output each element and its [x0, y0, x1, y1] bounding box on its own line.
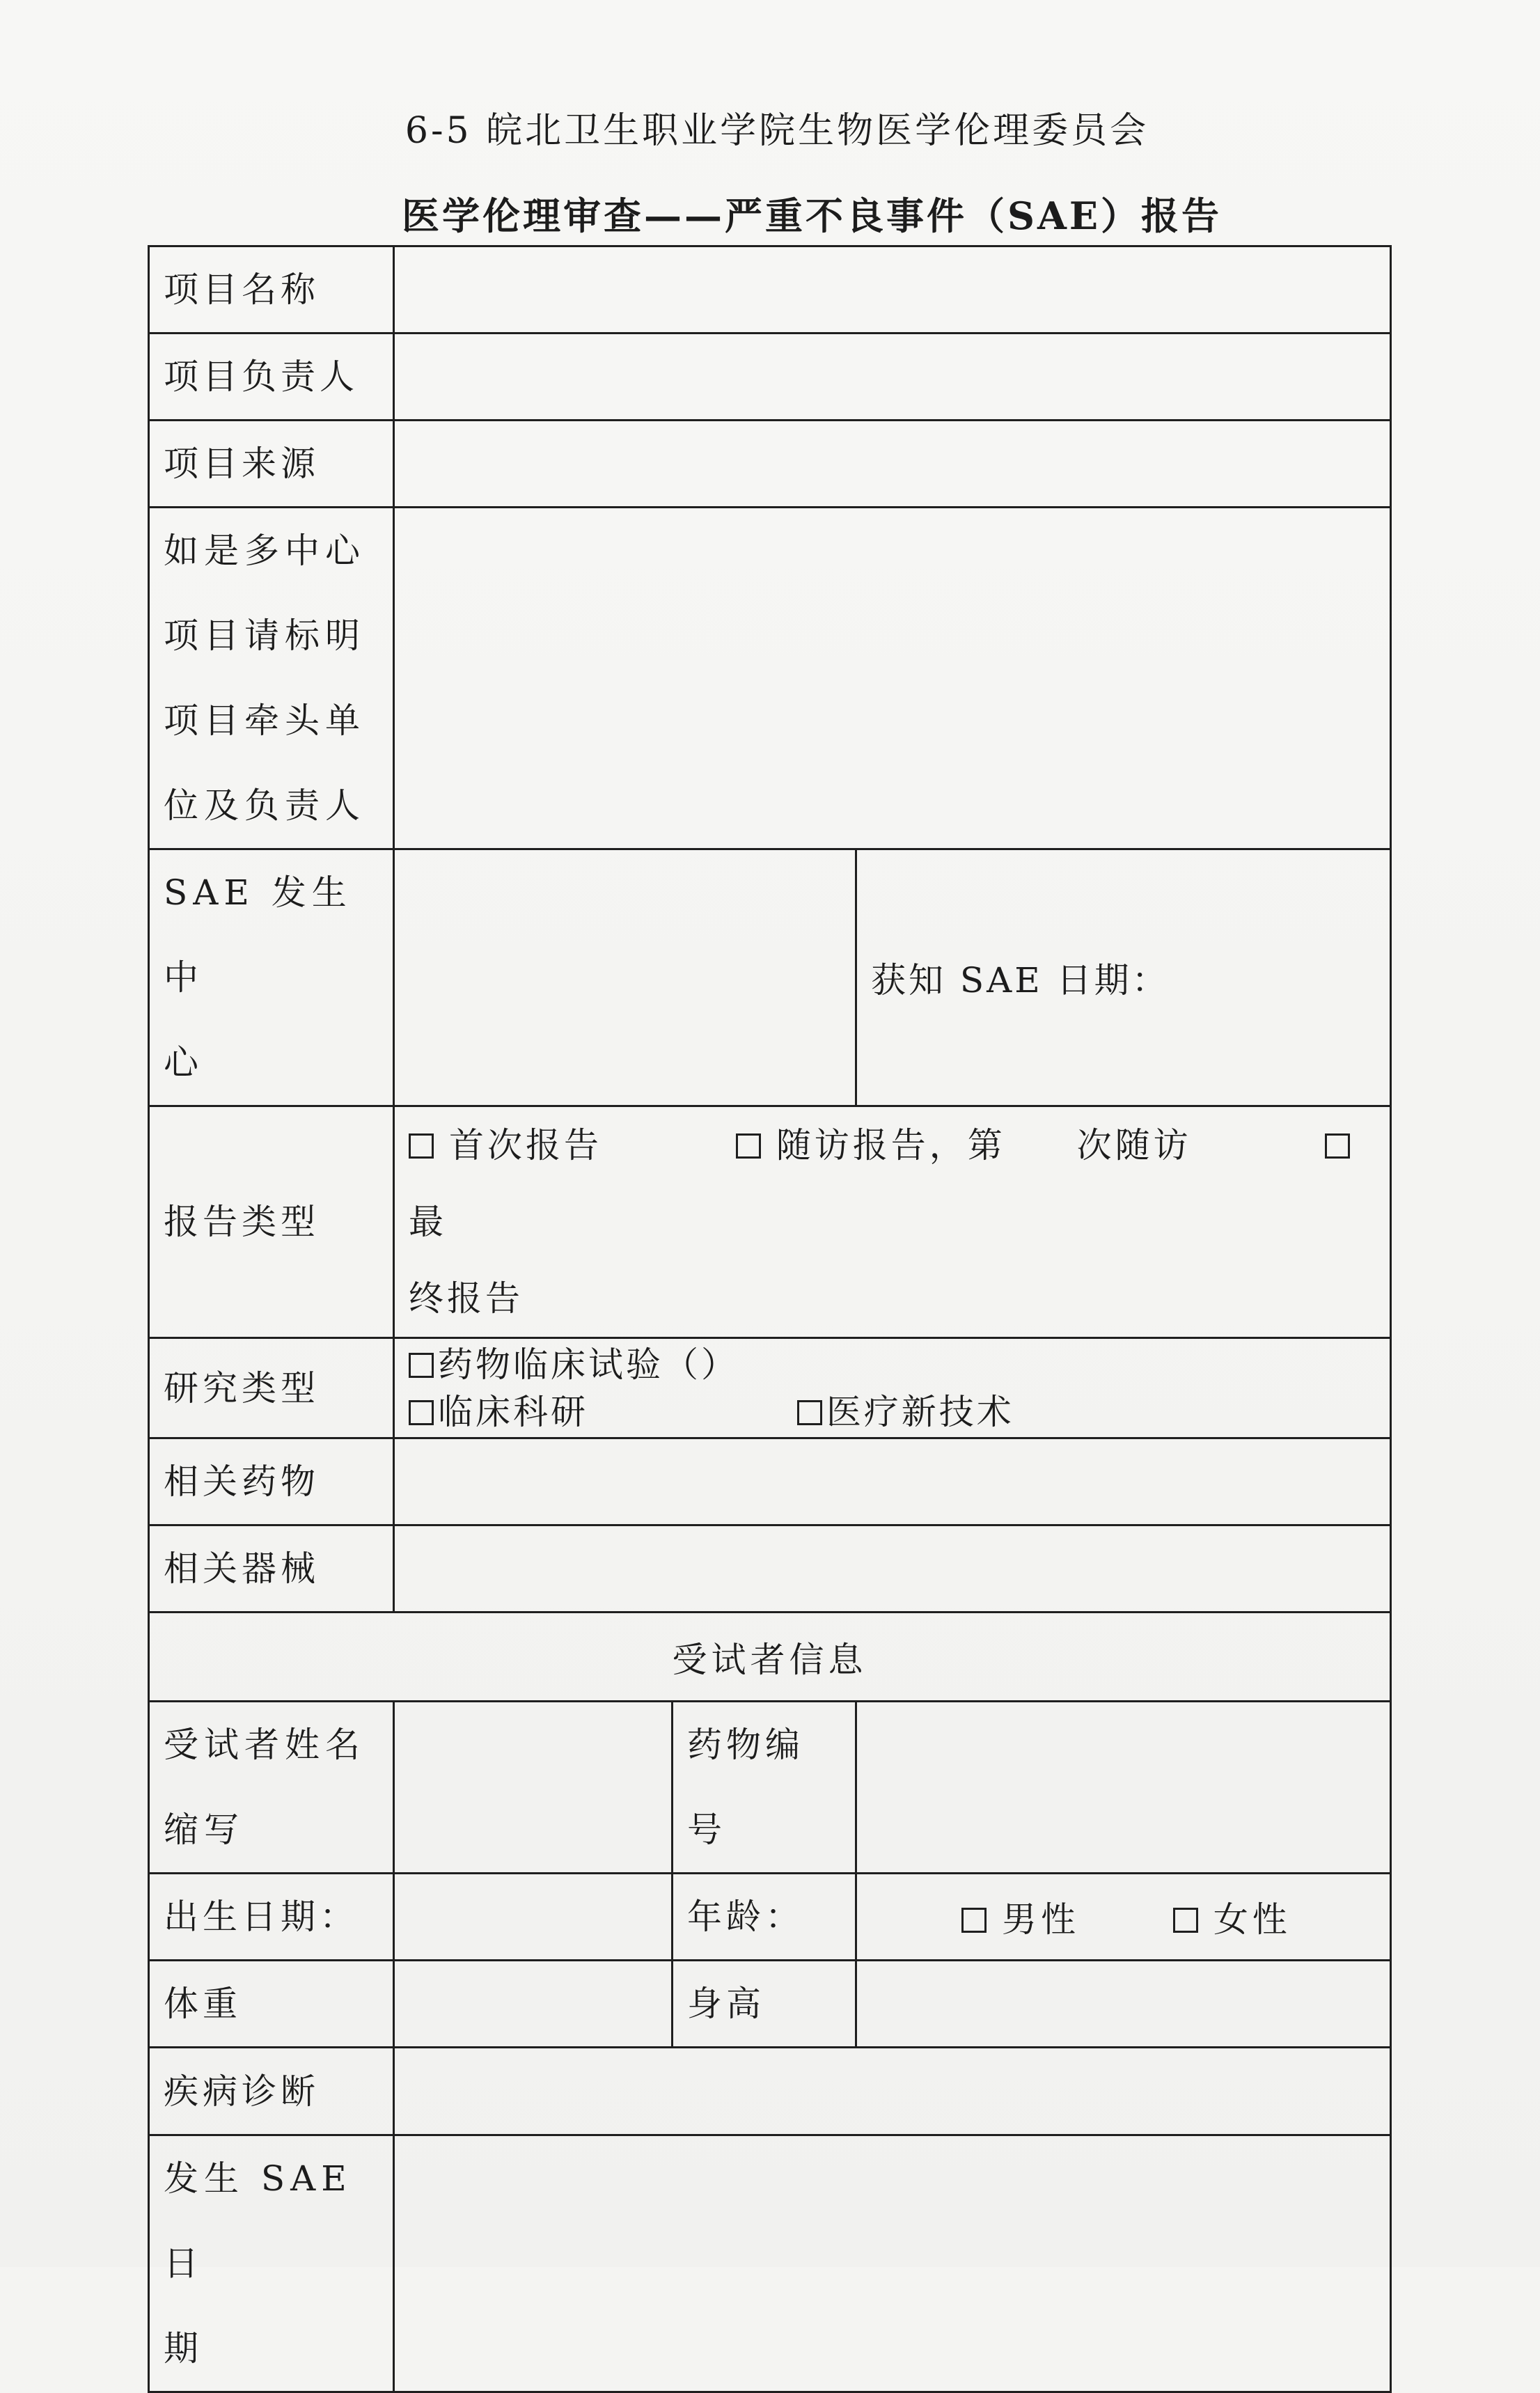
project-lead-field[interactable] — [394, 334, 1391, 421]
sex-options — [856, 1874, 1391, 1961]
sae-center-label-line: 心 — [164, 1042, 204, 1083]
first-report-checkbox[interactable] — [409, 1133, 434, 1159]
sae-date-label-line: 发生 SAE 日 — [164, 2158, 352, 2284]
weight-field[interactable] — [394, 1961, 673, 2048]
subject-initials-label-line: 受试者姓名 — [164, 1725, 366, 1765]
birth-date-label: 出生日期： — [149, 1874, 394, 1961]
weight-label: 体重 — [149, 1961, 394, 2048]
diagnosis-field[interactable] — [394, 2048, 1391, 2135]
female-option: 女性 — [1213, 1899, 1291, 1940]
drug-number-field[interactable] — [856, 1702, 1391, 1874]
related-drug-label: 相关药物 — [149, 1438, 394, 1525]
male-checkbox[interactable] — [961, 1908, 987, 1933]
subject-initials-field[interactable] — [394, 1702, 673, 1874]
final-report-option-part1: 最 — [409, 1202, 447, 1242]
subject-info-header: 受试者信息 — [149, 1613, 1391, 1702]
related-device-field[interactable] — [394, 1525, 1391, 1613]
sae-date-field[interactable] — [394, 2135, 1391, 2392]
sae-report-table — [148, 245, 1392, 2393]
subject-initials-label-line: 缩写 — [164, 1810, 244, 1850]
multicenter-label-line: 项目牵头单 — [164, 700, 366, 741]
sae-center-label-line: SAE 发生中 — [164, 872, 352, 998]
sae-center-field[interactable] — [394, 849, 856, 1106]
institution-title: 6-5 皖北卫生职业学院生物医学伦理委员会 — [404, 110, 1149, 152]
subject-initials-label — [149, 1702, 394, 1874]
female-checkbox[interactable] — [1173, 1908, 1198, 1933]
study-type-label: 研究类型 — [149, 1338, 394, 1438]
multicenter-label-line: 位及负责人 — [164, 785, 366, 826]
sae-known-date-label[interactable]: 获知 SAE 日期： — [856, 849, 1391, 1106]
project-lead-label: 项目负责人 — [149, 334, 394, 421]
clinical-research-checkbox[interactable] — [409, 1400, 434, 1425]
followup-report-prefix: 随访报告，第 — [776, 1125, 1006, 1166]
report-type-options — [394, 1106, 1391, 1338]
multicenter-label-line: 如是多中心 — [164, 531, 366, 571]
diagnosis-label: 疾病诊断 — [149, 2048, 394, 2135]
drug-trial-checkbox[interactable] — [409, 1353, 434, 1378]
first-report-option: 首次报告 — [449, 1125, 602, 1166]
related-drug-field[interactable] — [394, 1438, 1391, 1525]
related-device-label: 相关器械 — [149, 1525, 394, 1613]
form-title: 医学伦理审查——严重不良事件（SAE）报告 — [401, 194, 1223, 238]
sae-center-label — [149, 849, 394, 1106]
final-report-checkbox[interactable] — [1325, 1133, 1350, 1159]
multicenter-label — [149, 508, 394, 849]
male-option: 男性 — [1002, 1899, 1080, 1940]
study-type-options — [394, 1338, 1391, 1438]
height-field[interactable] — [856, 1961, 1391, 2048]
final-report-option-part2: 终报告 — [409, 1278, 524, 1319]
project-name-field[interactable] — [394, 246, 1391, 334]
report-type-label: 报告类型 — [149, 1106, 394, 1338]
multicenter-field[interactable] — [394, 508, 1391, 849]
project-source-label: 项目来源 — [149, 421, 394, 508]
birth-date-field[interactable] — [394, 1874, 673, 1961]
height-label: 身高 — [673, 1961, 856, 2048]
sae-date-label-line: 期 — [164, 2328, 204, 2369]
drug-number-label: 药物编号 — [673, 1702, 856, 1874]
new-tech-option: 医疗新技术 — [826, 1391, 1014, 1432]
followup-report-suffix: 次随访 — [1076, 1125, 1192, 1166]
project-name-label: 项目名称 — [149, 246, 394, 334]
new-tech-checkbox[interactable] — [797, 1400, 822, 1425]
project-source-field[interactable] — [394, 421, 1391, 508]
sae-date-label — [149, 2135, 394, 2392]
drug-trial-option: 药物临床试验（） — [438, 1344, 739, 1385]
clinical-research-option: 临床科研 — [438, 1391, 588, 1432]
multicenter-label-line: 项目请标明 — [164, 615, 366, 656]
followup-report-checkbox[interactable] — [736, 1133, 761, 1159]
age-label: 年龄： — [673, 1874, 856, 1961]
